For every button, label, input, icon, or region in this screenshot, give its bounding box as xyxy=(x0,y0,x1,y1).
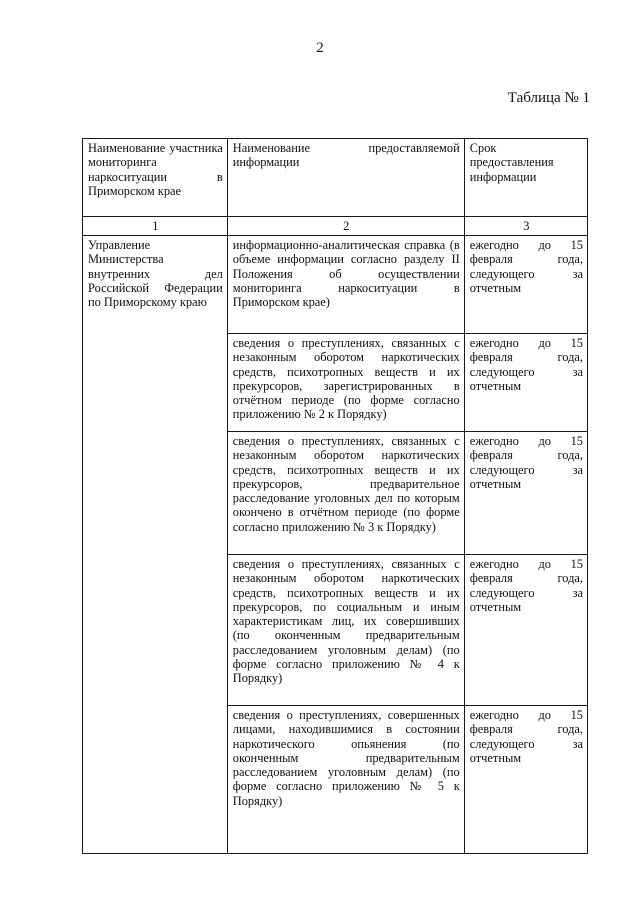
header-participant: Наименование участника мониторинга наркоситуации в Приморском крае xyxy=(83,139,228,217)
info-cell: сведения о преступлениях, связанных с незаконным оборотом наркотических средств, психотропных веществ и их прекурсоров, предварительное расследование уголовных дел по которым окончено в отчётном периоде (по форме согласно приложению № 3 к Порядку) xyxy=(227,432,464,555)
deadline-cell: ежегодно до 15 февраля года, следующего за отчетным xyxy=(464,706,587,854)
table-header-row xyxy=(83,139,588,217)
info-cell: сведения о преступлениях, связанных с незаконным оборотом наркотических средств, психотропных веществ и их прекурсоров, зарегистрированных в отчётном периоде (по форме согласно приложению № 2 к Порядку) xyxy=(227,334,464,432)
header-information: Наименование предоставляемой информации xyxy=(227,139,464,217)
column-number-row xyxy=(83,217,588,236)
info-cell: сведения о преступлениях, совершенных лицами, находившимися в состоянии наркотического опьянения (по оконченным предварительным расследованием уголовным делам) (по форме согласно приложению № 5 к Порядку) xyxy=(227,706,464,854)
column-number-1: 1 xyxy=(83,217,228,236)
table-caption: Таблица № 1 xyxy=(507,90,590,106)
column-number-2: 2 xyxy=(227,217,464,236)
deadline-cell: ежегодно до 15 февраля года, следующего за отчетным xyxy=(464,236,587,334)
participant-cell: Управление Министерства внутренних дел Российской Федерации по Приморскому краю xyxy=(83,236,228,854)
info-cell: информационно-аналитическая справка (в объеме информации согласно разделу II Положения об осуществлении мониторинга наркоситуации в Приморском крае) xyxy=(227,236,464,334)
deadline-cell: ежегодно до 15 февраля года, следующего за отчетным xyxy=(464,334,587,432)
table-row xyxy=(83,236,588,334)
deadline-cell: ежегодно до 15 февраля года, следующего за отчетным xyxy=(464,432,587,555)
info-cell: сведения о преступлениях, связанных с незаконным оборотом наркотических средств, психотропных веществ и их прекурсоров, по социальным и иным характеристикам лиц, их совершивших (по оконченным предварительным расследованием уголовным делам) (по форме согласно приложению № 4 к Порядку) xyxy=(227,555,464,706)
page-number: 2 xyxy=(316,40,324,56)
header-deadline: Срок предоставления информации xyxy=(464,139,587,217)
column-number-3: 3 xyxy=(464,217,587,236)
monitoring-table xyxy=(82,138,588,854)
deadline-cell: ежегодно до 15 февраля года, следующего за отчетным xyxy=(464,555,587,706)
